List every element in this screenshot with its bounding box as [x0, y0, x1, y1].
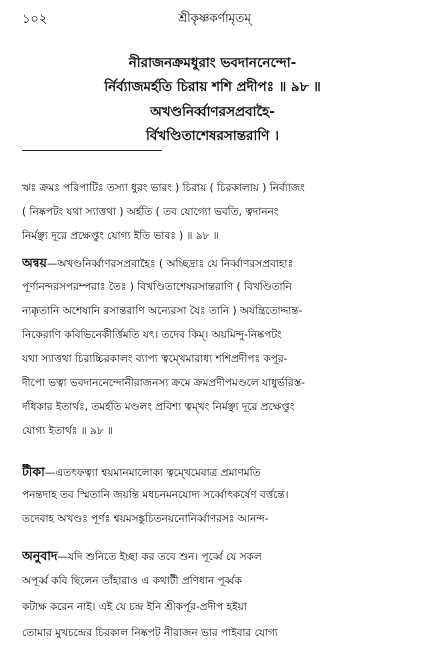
anvaya-line-1: [22, 255, 410, 275]
anvaya-text: —অখণ্ডনির্ব্বাণরসপ্রবাহৈঃ ( অচ্ছিদ্রাঃ যে নির্ব্বাণরসপ্রবাহাঃ: [46, 258, 294, 270]
verse-line-4: র্বিখণ্ডিতাশেষরসান্তরাণি ।: [146, 128, 279, 144]
verse-line-3: অখণ্ডনির্ব্বাণরসপ্রবাহৈ-: [150, 104, 275, 120]
tika-line-2: পনন্তদাহ তব স্মিতানি জয়ন্তি মধচনমনযোদ্য সর্ব্বোৎকর্ষেণ বর্ত্তন্তে।: [22, 489, 289, 501]
section-divider: [22, 150, 162, 151]
anuvad-line-2: অপূর্ব্ব কবি ছিলেন তাঁহারাও এ কথাটী প্রণিধান পূর্ব্বক: [22, 575, 242, 587]
commentary-line-3: নির্মঞ্ছ্য দূরে প্রক্ষেপ্তুং যোগ্য ইতি ভাবঃ ) ॥ ৯৮ ॥: [22, 230, 219, 242]
verse-line-1: নীরাজনক্রমধুরাং ভবদাননেন্দো-: [128, 55, 297, 71]
anvaya-line-8: যোগ্য ইতার্থঃ ॥ ৯৮ ॥: [22, 425, 113, 437]
verse-line-2: র্নির্ব্যাজমর্হতি চিরায় শশি প্রদীপঃ ॥ ৯৮ ॥: [104, 79, 321, 95]
anuvad-line-4: তোমার মুখচন্দ্রের চিরকাল নিষ্কপট নীরাজন ভার পাইবার যোগ্য: [22, 627, 278, 639]
anvaya-heading: অন্বয়: [22, 255, 47, 270]
anvaya-line-3: ন্যক্কৃতানি অশেষানি রসান্তরাণি অন্যেরসা যৈঃ তানি ) অযন্ত্রিতোদ্দান্ত-: [22, 305, 303, 317]
anuvad-text: —যদি শুনিতে ইচ্ছা কর তবে শুন। পূর্ব্বে যে সকল: [57, 551, 262, 563]
commentary-line-2: ( নিষ্কপটং যথা স্যাত্তথা ) অর্হতি ( তব যোগ্যো ভবতি, ত্বদাননং: [22, 206, 279, 218]
tika-line-1: [22, 464, 410, 484]
commentary-line-1: ঋঃ ক্রমঃ পরিপাটিঃ তস্যা ধুরং ভারং ) চিরায় ( চিরকালায় ) নির্ব্যাজং: [22, 182, 305, 194]
anuvad-line-1: [22, 548, 410, 568]
anuvad-line-3: কটাক্ষ করেন নাই। এই যে চন্দ্র ইনি শ্রীকর্পূর-প্রদীপ হইয়া: [22, 601, 247, 613]
page-number: ১০২: [22, 12, 48, 27]
anuvad-heading: অনুবাদ: [22, 548, 58, 563]
running-title: শ্রীকৃষ্ণকর্ণামৃতম্: [178, 11, 251, 25]
anvaya-line-7: র্দধিকার ইতার্থঃ, তমর্হতি মণ্ডলং প্রবিশ্য ত্বম্খং নির্মঞ্ছ্য দূরে প্রক্ষেপ্তুং: [22, 401, 295, 413]
tika-line-3: তদেবাহ অখণ্ডঃ পূর্ণঃ শ্বয়মসঙ্কুচিতনয়নোনির্ব্বাণরসঃ আনন্দ-: [22, 513, 269, 525]
tika-text: —এতৎফত্ব্যা শ্বয়মানমালোক্য ত্বম্খেমেবাত্র প্রমাণমতি: [44, 467, 261, 479]
anvaya-line-2: পূর্ণানন্দরসপরম্পরাঃ তৈঃ ) বিখণ্ডিতাশেষরসান্তরাণি ( বিখণ্ডিতানি: [22, 281, 292, 293]
page-header: [22, 10, 407, 28]
anvaya-line-5: যথা স্যাত্তথা চিরাচ্চিরকালং ব্যাপ্য ত্বম্খেমারাধ্য শশিপ্রদীপঃ কপূর-: [22, 353, 288, 365]
tika-heading: টীকা: [22, 464, 45, 479]
anvaya-line-6: দীপো ভত্বা ভবদাননেন্দোনীরাজনস্য ক্রমে ক্রমপ্রদীপমণ্ডলে যাধুর্ভরিস্ত-: [22, 377, 305, 389]
anvaya-line-4: নিকেরাণি কবিভিনেকীর্ত্তিমতি যৎ। তদেব কিম্। অয়মিন্দু-নিষ্কপটং: [22, 329, 282, 341]
